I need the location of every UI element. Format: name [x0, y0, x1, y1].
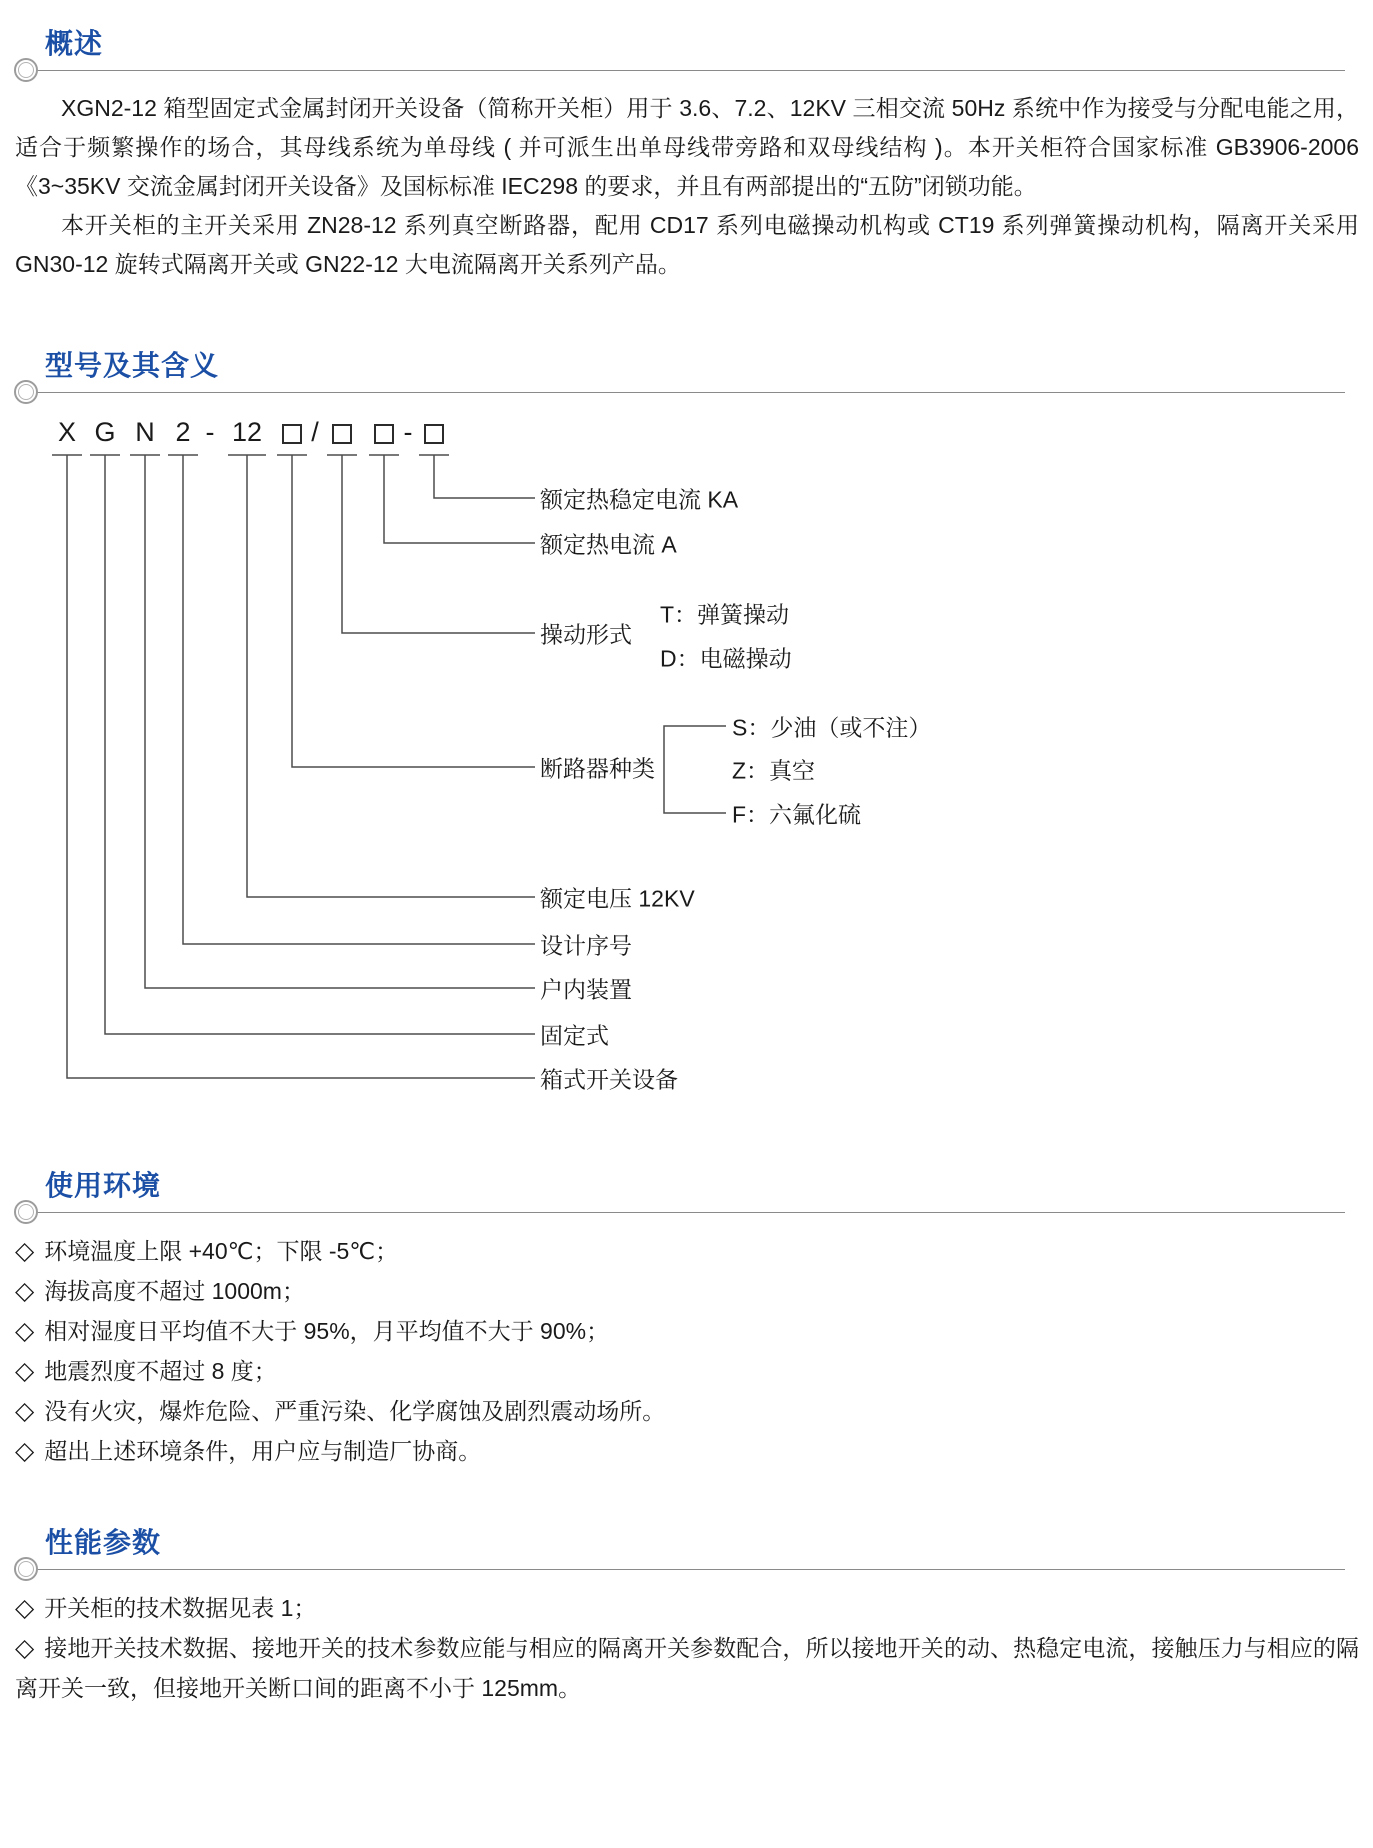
diagram-label-design_serial: 设计序号: [540, 932, 632, 959]
diamond-bullet-icon: ◇: [15, 1634, 35, 1662]
diamond-bullet-icon: ◇: [15, 1357, 35, 1385]
diamond-bullet-icon: ◇: [15, 1317, 35, 1345]
model-code-char: X: [57, 417, 77, 447]
model-designation-diagram: [0, 415, 1373, 1110]
ring-bullet-icon: [14, 1557, 38, 1581]
diamond-bullet-icon: ◇: [15, 1237, 35, 1265]
overview-paragraph: 本开关柜的主开关采用 ZN28-12 系列真空断路器，配用 CD17 系列电磁操动机构或 CT19 系列弹簧操动机构，隔离开关采用 GN30-12 旋转式隔离开关或 GN22-12 大电流隔离开关系列产品。: [15, 212, 1359, 277]
bullet-text: 接地开关技术数据、接地开关的技术参数应能与相应的隔离开关参数配合，所以接地开关的动、热稳定电流，接触压力与相应的隔离开关一致，但接地开关断口间的距离不小于 125mm。: [15, 1635, 1359, 1701]
section-overview-header: [28, 26, 1345, 71]
model-code-char: 12: [231, 417, 263, 447]
diagram-label-indoor_device: 户内装置: [540, 976, 632, 1003]
overview-paragraph: XGN2-12 箱型固定式金属封闭开关设备（简称开关柜）用于 3.6、7.2、12KV 三相交流 50Hz 系统中作为接受与分配电能之用，适合于频繁操作的场合，其母线系统为单母线 ( 并可派生出单母线带旁路和双母线结构 )。本开关柜符合国家标准 GB3906-2006《3~35KV 交流金属封闭开关设备》及国标标准 IEC298 的要求，并且有两部提出的“五防”闭锁功能。: [15, 95, 1359, 199]
environment-item: [15, 1351, 1359, 1391]
ring-bullet-icon: [14, 380, 38, 404]
environment-item: [15, 1231, 1359, 1271]
section-overview: [0, 0, 1373, 284]
diagram-label-operating_mechanism_options-1: D：电磁操动: [660, 645, 792, 672]
model-code-box: [332, 424, 352, 444]
section-environment-title: 使用环境: [45, 1170, 162, 1201]
model-code-box: [424, 424, 444, 444]
section-model: [0, 348, 1373, 1110]
performance-list: [15, 1588, 1359, 1708]
bullet-text: 相对湿度日平均值不大于 95%，月平均值不大于 90%；: [44, 1318, 610, 1344]
performance-item: [15, 1588, 1359, 1628]
diagram-label-rated_thermal_current: 额定热电流 A: [540, 531, 677, 558]
section-environment: [0, 1168, 1373, 1471]
environment-item: [15, 1311, 1359, 1351]
ring-bullet-icon: [14, 1200, 38, 1224]
diagram-label-fixed_type: 固定式: [540, 1022, 609, 1049]
diagram-label-operating_mechanism_options-0: T：弹簧操动: [660, 601, 790, 628]
bullet-text: 地震烈度不超过 8 度；: [44, 1358, 277, 1384]
section-performance-header: [28, 1525, 1345, 1570]
bullet-text: 环境温度上限 +40℃；下限 -5℃；: [44, 1238, 399, 1264]
diamond-bullet-icon: ◇: [15, 1277, 35, 1305]
diagram-label-breaker_type: 断路器种类: [540, 755, 655, 782]
model-code-char: /: [311, 417, 319, 447]
section-environment-header: [28, 1168, 1345, 1213]
model-code-char: N: [135, 417, 155, 447]
section-performance: [0, 1525, 1373, 1708]
diagram-label-breaker_type_options-1: Z：真空: [732, 757, 816, 784]
bullet-text: 没有火灾，爆炸危险、严重污染、化学腐蚀及剧烈震动场所。: [44, 1398, 666, 1424]
diamond-bullet-icon: ◇: [15, 1594, 35, 1622]
bullet-text: 超出上述环境条件，用户应与制造厂协商。: [44, 1438, 482, 1464]
model-code-char: G: [94, 417, 116, 447]
ring-bullet-icon: [14, 58, 38, 82]
section-rule: [28, 70, 1345, 71]
diagram-label-operating_mechanism: 操动形式: [540, 621, 632, 648]
environment-item: [15, 1391, 1359, 1431]
diagram-label-rated_voltage: 额定电压 12KV: [540, 885, 695, 912]
model-code-box: [282, 424, 302, 444]
environment-item: [15, 1431, 1359, 1471]
bullet-text: 开关柜的技术数据见表 1；: [44, 1595, 317, 1621]
section-rule: [28, 1212, 1345, 1213]
overview-paragraphs: [15, 89, 1359, 284]
diagram-connector-lines: [0, 415, 1373, 1110]
section-model-header: [28, 348, 1345, 393]
environment-list: [15, 1231, 1359, 1471]
section-overview-title: 概述: [45, 28, 104, 59]
bullet-text: 海拔高度不超过 1000m；: [44, 1278, 305, 1304]
diamond-bullet-icon: ◇: [15, 1397, 35, 1425]
diagram-label-breaker_type_options-2: F：六氟化硫: [732, 801, 862, 828]
performance-item: [15, 1628, 1359, 1708]
diamond-bullet-icon: ◇: [15, 1437, 35, 1465]
model-code-char: -: [205, 417, 215, 447]
section-rule: [28, 392, 1345, 393]
section-performance-title: 性能参数: [45, 1527, 162, 1558]
section-model-title: 型号及其含义: [45, 350, 220, 381]
model-code-char: 2: [175, 417, 191, 447]
diagram-label-breaker_type_options-0: S：少油（或不注）: [732, 714, 932, 741]
diagram-label-rated_thermal_stability_current: 额定热稳定电流 KA: [540, 486, 739, 513]
environment-item: [15, 1271, 1359, 1311]
model-code-char: -: [403, 417, 413, 447]
model-code-box: [374, 424, 394, 444]
section-rule: [28, 1569, 1345, 1570]
diagram-label-box_type_switchgear: 箱式开关设备: [540, 1066, 678, 1093]
